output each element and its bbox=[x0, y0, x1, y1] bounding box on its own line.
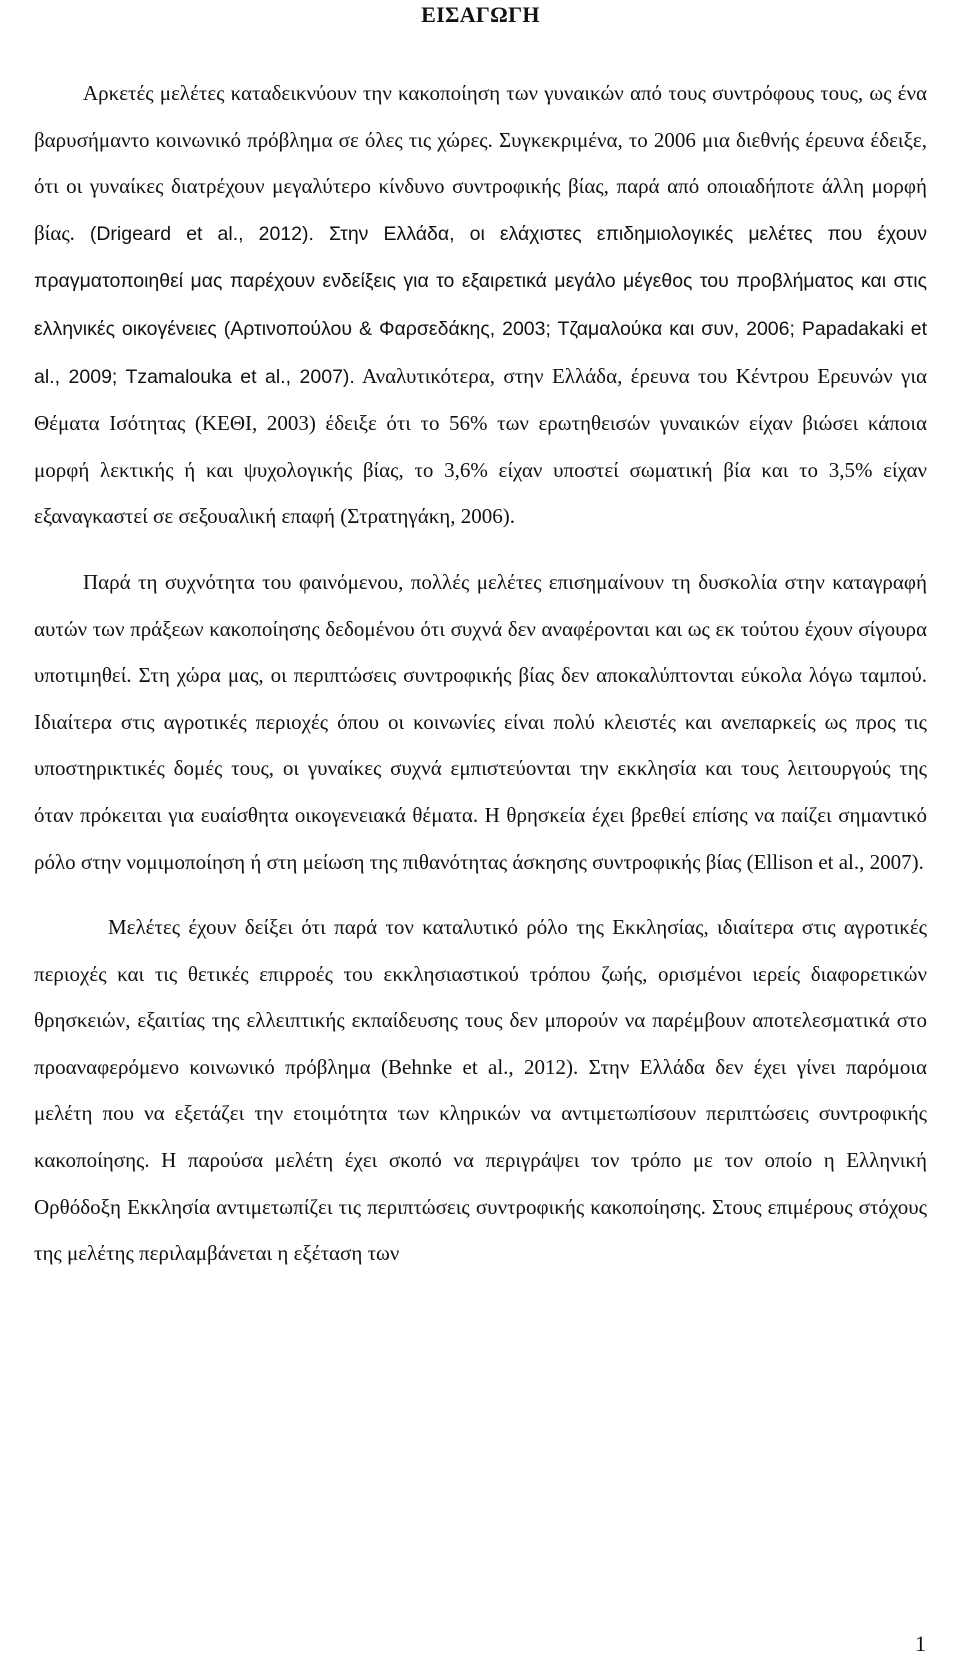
document-page bbox=[34, 0, 927, 1277]
paragraph-church-role-text: Μελέτες έχουν δείξει ότι παρά τον καταλυτικό ρόλο της Εκκλησίας, ιδιαίτερα στις αγροτικές περιοχές και τις θετικές επιρροές του εκκλησιαστικού τρόπου ζωής, ορισμένοι ιερείς διαφορετικών θρησκειών, εξαιτίας της ελλειπτικής εκπαίδευσης τους δεν μπορούν να παρέμβουν αποτελεσματικά στο προαναφερόμενο κοινωνικό πρόβλημα (Behnke et al., 2012). Στην Ελλάδα δεν έχει γίνει παρόμοια μελέτη που να εξετάζει την ετοιμότητα των κληρικών να αντιμετωπίσουν περιπτώσεις συντροφικής κακοποίησης. Η παρούσα μελέτη έχει σκοπό να περιγράψει τον τρόπο με τον οποίο η Ελληνική Ορθόδοξη Εκκλησία αντιμετωπίζει τις περιπτώσεις συντροφικής κακοποίησης. Στους επιμέρους στόχους της μελέτης περιλαμβάνεται η εξέταση των bbox=[34, 915, 927, 1266]
page-number: 1 bbox=[915, 1631, 926, 1656]
paragraph-reporting-difficulty-text: Παρά τη συχνότητα του φαινόμενου, πολλές μελέτες επισημαίνουν τη δυσκολία στην καταγραφή αυτών των πράξεων κακοποίησης δεδομένου ότι συχνά δεν αναφέρονται και ως εκ τούτου έχουν σίγουρα υποτιμηθεί. Στη χώρα μας, οι περιπτώσεις συντροφικής βίας δεν αποκαλύπτονται εύκολα λόγω ταμπού. Ιδιαίτερα στις αγροτικές περιοχές όπου οι κοινωνίες είναι πολύ κλειστές και ανεπαρκείς ως προς τις υποστηρικτικές δομές τους, οι γυναίκες συχνά εμπιστεύονται την εκκλησία και τους λειτουργούς της όταν πρόκειται για ευαίσθητα οικογενειακά θέματα. Η θρησκεία έχει βρεθεί επίσης να παίζει σημαντικό ρόλο στην νομιμοποίηση ή στη μείωση της πιθανότητας άσκησης συντροφικής βίας (Ellison et al., 2007). bbox=[34, 569, 927, 874]
paragraph-reporting-difficulty bbox=[34, 559, 927, 885]
paragraph-intro-part-1: Αρκετές μελέτες καταδεικνύουν την κακοποίηση των γυναικών από τους συντρόφους τους, ως ένα βαρυσήμαντο κοινωνικό πρόβλημα σε όλες τις χώρες. Συγκεκριμένα, το 2006 μια διεθνής έρευνα έδειξε, ότι οι γυναίκες διατρέχουν μεγαλύτερο κίνδυνο συντροφικής βίας, παρά από οποιαδήποτε άλλη μορφή βίας. bbox=[34, 81, 927, 245]
paragraph-intro bbox=[34, 70, 927, 540]
page-title: ΕΙΣΑΓΩΓΗ bbox=[421, 2, 540, 27]
paragraph-intro-part-3: Αναλυτικότερα, στην Ελλάδα, έρευνα του Κέντρου Ερευνών για Θέματα Ισότητας (ΚΕΘΙ, 2003) έδειξε ότι το 56% των ερωτηθεισών γυναικών είχαν βιώσει κάποια μορφή λεκτικής ή και ψυχολογικής βίας, το 3,6% είχαν υποστεί σωματική βία και το 3,5% είχαν εξαναγκαστεί σε σεξουαλική επαφή (Στρατηγάκη, 2006). bbox=[34, 363, 927, 529]
paragraph-intro-part-2-citations: (Drigeard et al., 2012). Στην Ελλάδα, οι ελάχιστες επιδημιολογικές μελέτες που έχουν πραγματοποιηθεί μας παρέχουν ενδείξεις για το εξαιρετικά μεγάλο μέγεθος του προβλήματος και στις ελληνικές οικογένειες (Αρτινοπούλου & Φαρσεδάκης, 2003; Τζαμαλούκα και συν, 2006; Papadakaki et al., 2009; Tzamalouka et al., 2007). bbox=[34, 222, 928, 388]
paragraph-church-role bbox=[34, 904, 927, 1277]
